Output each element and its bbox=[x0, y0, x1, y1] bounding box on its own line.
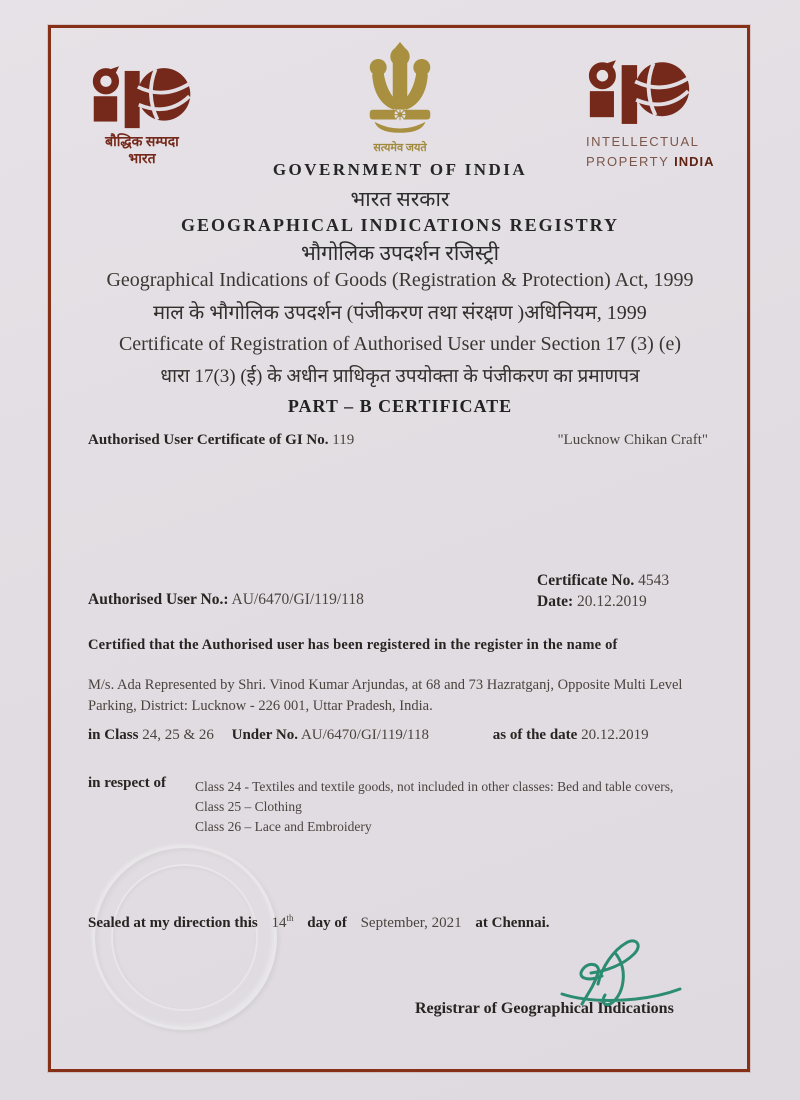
certificate-number-block bbox=[537, 570, 669, 612]
title-act: Geographical Indications of Goods (Registration & Protection) Act, 1999 bbox=[106, 269, 694, 291]
in-class-value: 24, 25 & 26 bbox=[138, 727, 214, 743]
right-logo-property-text: PROPERTY bbox=[586, 154, 670, 169]
certified-statement: Certified that the Authorised user has been registered in the register in the name of bbox=[88, 637, 618, 653]
certificate-date-label: Date: bbox=[537, 593, 574, 610]
under-no-label: Under No. bbox=[231, 727, 299, 743]
title-government-of-india: GOVERNMENT OF INDIA bbox=[272, 160, 528, 179]
in-respect-of-label: in respect of bbox=[88, 775, 167, 791]
title-part-b-certificate: PART – B CERTIFICATE bbox=[287, 396, 513, 416]
authorised-user-number-row bbox=[88, 591, 364, 609]
gi-number-row bbox=[88, 432, 708, 449]
title-act-hindi: माल के भौगोलिक उपदर्शन (पंजीकरण तथा संरक्षण )अधिनियम, 1999 bbox=[153, 302, 647, 324]
title-gi-registry: GEOGRAPHICAL INDICATIONS REGISTRY bbox=[180, 215, 620, 235]
ip-logo-icon bbox=[586, 60, 694, 130]
under-no-value: AU/6470/GI/119/118 bbox=[298, 727, 429, 743]
as-of-date-value: 20.12.2019 bbox=[577, 727, 649, 743]
holder-details: M/s. Ada Represented by Shri. Vinod Kumar Arjundas, at 68 and 73 Hazratganj, Opposite Multi Level Parking, District: Lucknow - 226 001, Uttar Pradesh, India. bbox=[88, 677, 683, 714]
sealed-day-suffix: th bbox=[286, 913, 294, 923]
sealed-text-1: Sealed at my direction this bbox=[88, 915, 258, 931]
certificate-date-row bbox=[537, 591, 669, 612]
left-logo-caption-line1: बौद्धिक सम्पदा bbox=[105, 135, 179, 150]
gi-number-label: Authorised User Certificate of GI No. bbox=[88, 432, 329, 448]
sealed-text-3: at Chennai. bbox=[475, 915, 550, 931]
title-government-of-india-hindi: भारत सरकार bbox=[350, 187, 450, 211]
certificate-date-value: 20.12.2019 bbox=[573, 593, 647, 610]
authorised-user-number-label: Authorised User No.: bbox=[88, 591, 229, 608]
class-24-description: Class 24 - Textiles and textile goods, not included in other classes: Bed and table covers, bbox=[195, 779, 674, 794]
sealed-month-year: September, 2021 bbox=[360, 915, 462, 931]
right-logo-caption-line1: INTELLECTUAL bbox=[586, 134, 700, 149]
sealed-statement bbox=[88, 913, 550, 932]
certificate-number-row bbox=[537, 570, 669, 591]
as-of-date-label: as of the date bbox=[492, 727, 578, 743]
sealed-day: 14th bbox=[271, 913, 294, 931]
certificate-number-value: 4543 bbox=[634, 572, 670, 589]
ashoka-emblem-icon bbox=[361, 42, 439, 134]
gi-number-value: 119 bbox=[328, 432, 355, 448]
title-certificate-section: Certificate of Registration of Authorised User under Section 17 (3) (e) bbox=[118, 333, 682, 355]
registrar-title: Registrar of Geographical Indications bbox=[415, 1000, 674, 1017]
gi-number-field bbox=[88, 432, 354, 449]
authorised-user-number-value: AU/6470/GI/119/118 bbox=[228, 591, 364, 608]
gi-name: "Lucknow Chikan Craft" bbox=[557, 432, 708, 448]
title-gi-registry-hindi: भौगोलिक उपदर्शन रजिस्ट्री bbox=[300, 241, 500, 265]
certificate-number-label: Certificate No. bbox=[537, 572, 635, 589]
class-26-description: Class 26 – Lace and Embroidery bbox=[195, 819, 372, 834]
embossed-seal-inner-ring bbox=[111, 864, 258, 1011]
in-class-label: in Class bbox=[88, 727, 139, 743]
embossed-seal bbox=[92, 845, 277, 1030]
ip-india-logo-right bbox=[586, 60, 736, 170]
class-25-description: Class 25 – Clothing bbox=[195, 799, 302, 814]
emblem-motto: सत्यमेव जयते bbox=[373, 142, 427, 154]
class-summary-row bbox=[88, 727, 649, 744]
sealed-text-2: day of bbox=[307, 915, 347, 931]
right-logo-india-text: INDIA bbox=[674, 154, 715, 169]
left-logo-caption-line2: भारत bbox=[128, 152, 156, 167]
class-descriptions bbox=[195, 777, 740, 837]
title-certificate-section-hindi: धारा 17(3) (ई) के अधीन प्राधिकृत उपयोक्ता के पंजीकरण का प्रमाणपत्र bbox=[160, 366, 640, 387]
